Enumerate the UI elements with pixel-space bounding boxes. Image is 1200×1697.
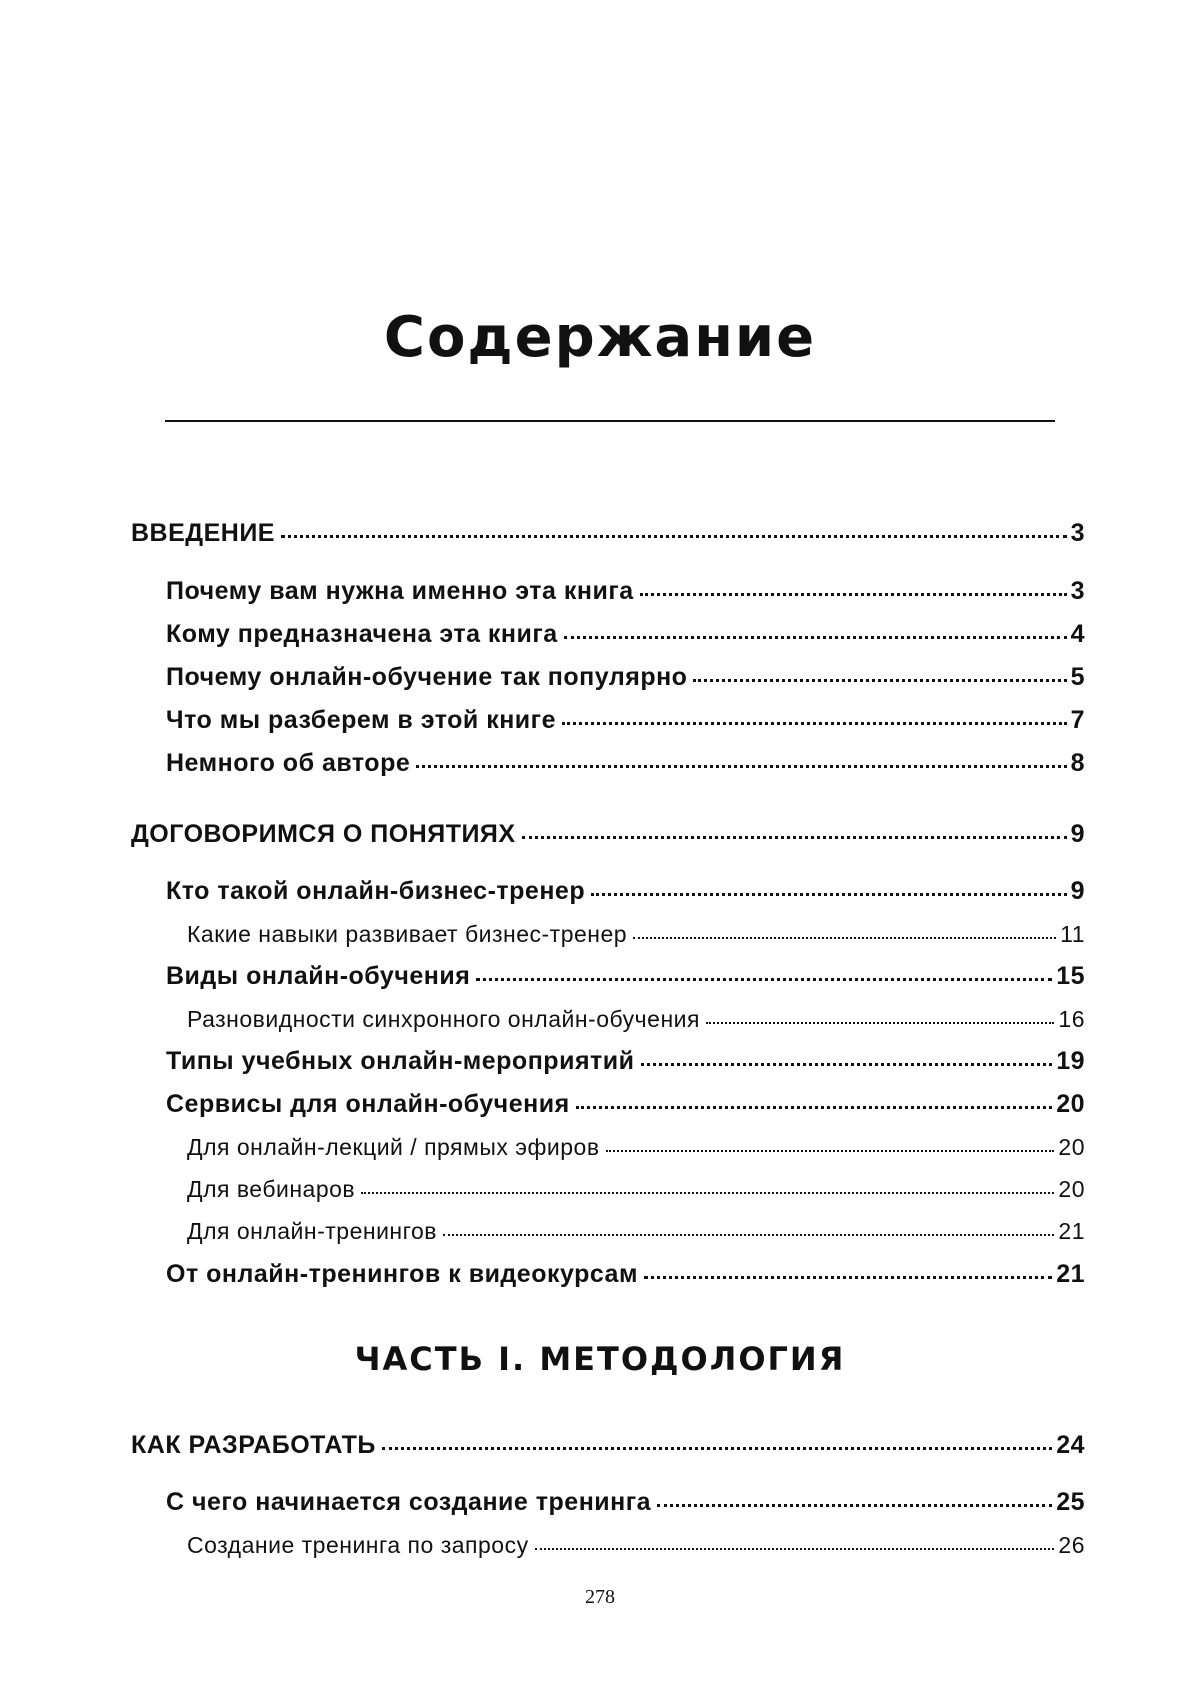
toc-entry-title: ВВЕДЕНИЕ — [131, 519, 275, 547]
toc-entry-title: Типы учебных онлайн-мероприятий — [166, 1047, 635, 1075]
toc-entry-title: Для онлайн-лекций / прямых эфиров — [187, 1134, 600, 1160]
toc-entry-level3[interactable] — [187, 1532, 1085, 1559]
toc-entry-level1[interactable] — [131, 820, 1085, 849]
toc-entry-page: 5 — [1070, 663, 1085, 691]
dot-leader — [641, 1063, 1053, 1066]
dot-leader — [382, 1447, 1052, 1450]
dot-leader — [562, 722, 1067, 725]
dot-leader — [522, 836, 1067, 839]
toc-entry-level2[interactable] — [166, 1047, 1085, 1076]
toc-entry-title: Для онлайн-тренингов — [187, 1218, 438, 1244]
title-divider — [165, 420, 1055, 422]
dot-leader — [361, 1192, 1054, 1194]
dot-leader — [693, 679, 1066, 682]
toc-entry-page: 25 — [1056, 1488, 1085, 1516]
toc-entry-level1[interactable] — [131, 519, 1085, 548]
toc-entry-title: Какие навыки развивает бизнес-тренер — [187, 921, 628, 947]
toc-entry-page: 21 — [1056, 1260, 1085, 1288]
toc-entry-page: 20 — [1058, 1176, 1085, 1202]
toc-entry-level1[interactable] — [131, 1431, 1085, 1460]
toc-entry-level2[interactable] — [166, 706, 1085, 735]
toc-entry-page: 26 — [1058, 1532, 1085, 1558]
toc-entry-level2[interactable] — [166, 1090, 1085, 1119]
toc-entry-page: 8 — [1070, 749, 1085, 777]
toc-entry-title: КАК РАЗРАБОТАТЬ — [131, 1431, 376, 1459]
toc-entry-title: Почему вам нужна именно эта книга — [166, 577, 634, 605]
toc-entry-page: 7 — [1070, 706, 1085, 734]
dot-leader — [564, 636, 1067, 639]
toc-entry-level3[interactable] — [187, 1006, 1085, 1033]
dot-leader — [644, 1276, 1052, 1279]
toc-entry-page: 16 — [1058, 1006, 1085, 1032]
dot-leader — [633, 937, 1056, 939]
toc-entry-page: 3 — [1070, 577, 1085, 605]
page-title: Содержание — [383, 305, 817, 370]
toc-entry-level3[interactable] — [187, 1134, 1085, 1161]
dot-leader — [535, 1548, 1055, 1550]
toc-entry-level2[interactable] — [166, 663, 1085, 692]
toc-entry-title: Кто такой онлайн-бизнес-тренер — [166, 877, 586, 905]
dot-leader — [591, 893, 1067, 896]
toc-entry-level2[interactable] — [166, 577, 1085, 606]
toc-entry-title: Виды онлайн-обучения — [166, 962, 471, 990]
toc-entry-level2[interactable] — [166, 620, 1085, 649]
dot-leader — [443, 1234, 1054, 1236]
dot-leader — [706, 1022, 1054, 1024]
toc-entry-level2[interactable] — [166, 877, 1085, 906]
dot-leader — [476, 978, 1052, 981]
dot-leader — [606, 1150, 1055, 1152]
toc-entry-level2[interactable] — [166, 1260, 1085, 1289]
toc-entry-title: Почему онлайн-обучение так популярно — [166, 663, 688, 691]
toc-entry-level2[interactable] — [166, 962, 1085, 991]
part-heading: ЧАСТЬ I. МЕТОДОЛОГИЯ — [354, 1340, 846, 1378]
toc-entry-page: 19 — [1056, 1047, 1085, 1075]
dot-leader — [416, 765, 1066, 768]
page-number: 278 — [585, 1586, 615, 1608]
toc-entry-title: Для вебинаров — [187, 1176, 356, 1202]
toc-entry-title: Немного об авторе — [166, 749, 411, 777]
toc-entry-title: Создание тренинга по запросу — [187, 1532, 529, 1558]
toc-entry-page: 20 — [1058, 1134, 1085, 1160]
dot-leader — [640, 593, 1067, 596]
toc-entry-title: Разновидности синхронного онлайн-обучения — [187, 1006, 700, 1032]
dot-leader — [657, 1504, 1052, 1507]
toc-entry-level3[interactable] — [187, 1176, 1085, 1203]
toc-entry-title: Сервисы для онлайн-обучения — [166, 1090, 570, 1118]
toc-entry-title: С чего начинается создание тренинга — [166, 1488, 652, 1516]
toc-entry-level3[interactable] — [187, 921, 1085, 948]
toc-entry-page: 21 — [1058, 1218, 1085, 1244]
toc-entry-level2[interactable] — [166, 749, 1085, 778]
toc-entry-page: 4 — [1070, 620, 1085, 648]
toc-entry-level3[interactable] — [187, 1218, 1085, 1245]
toc-entry-page: 24 — [1056, 1431, 1085, 1459]
toc-entry-title: ДОГОВОРИМСЯ О ПОНЯТИЯХ — [131, 820, 516, 848]
toc-entry-title: Что мы разберем в этой книге — [166, 706, 556, 734]
toc-entry-page: 9 — [1070, 877, 1085, 905]
dot-leader — [281, 535, 1067, 538]
toc-entry-page: 15 — [1056, 962, 1085, 990]
toc-entry-page: 11 — [1060, 921, 1085, 947]
toc-entry-page: 9 — [1070, 820, 1085, 848]
toc-entry-title: Кому предназначена эта книга — [166, 620, 558, 648]
toc-entry-page: 3 — [1070, 519, 1085, 547]
toc-entry-level2[interactable] — [166, 1488, 1085, 1517]
toc-entry-title: От онлайн-тренингов к видеокурсам — [166, 1260, 638, 1288]
toc-entry-page: 20 — [1056, 1090, 1085, 1118]
dot-leader — [576, 1106, 1053, 1109]
